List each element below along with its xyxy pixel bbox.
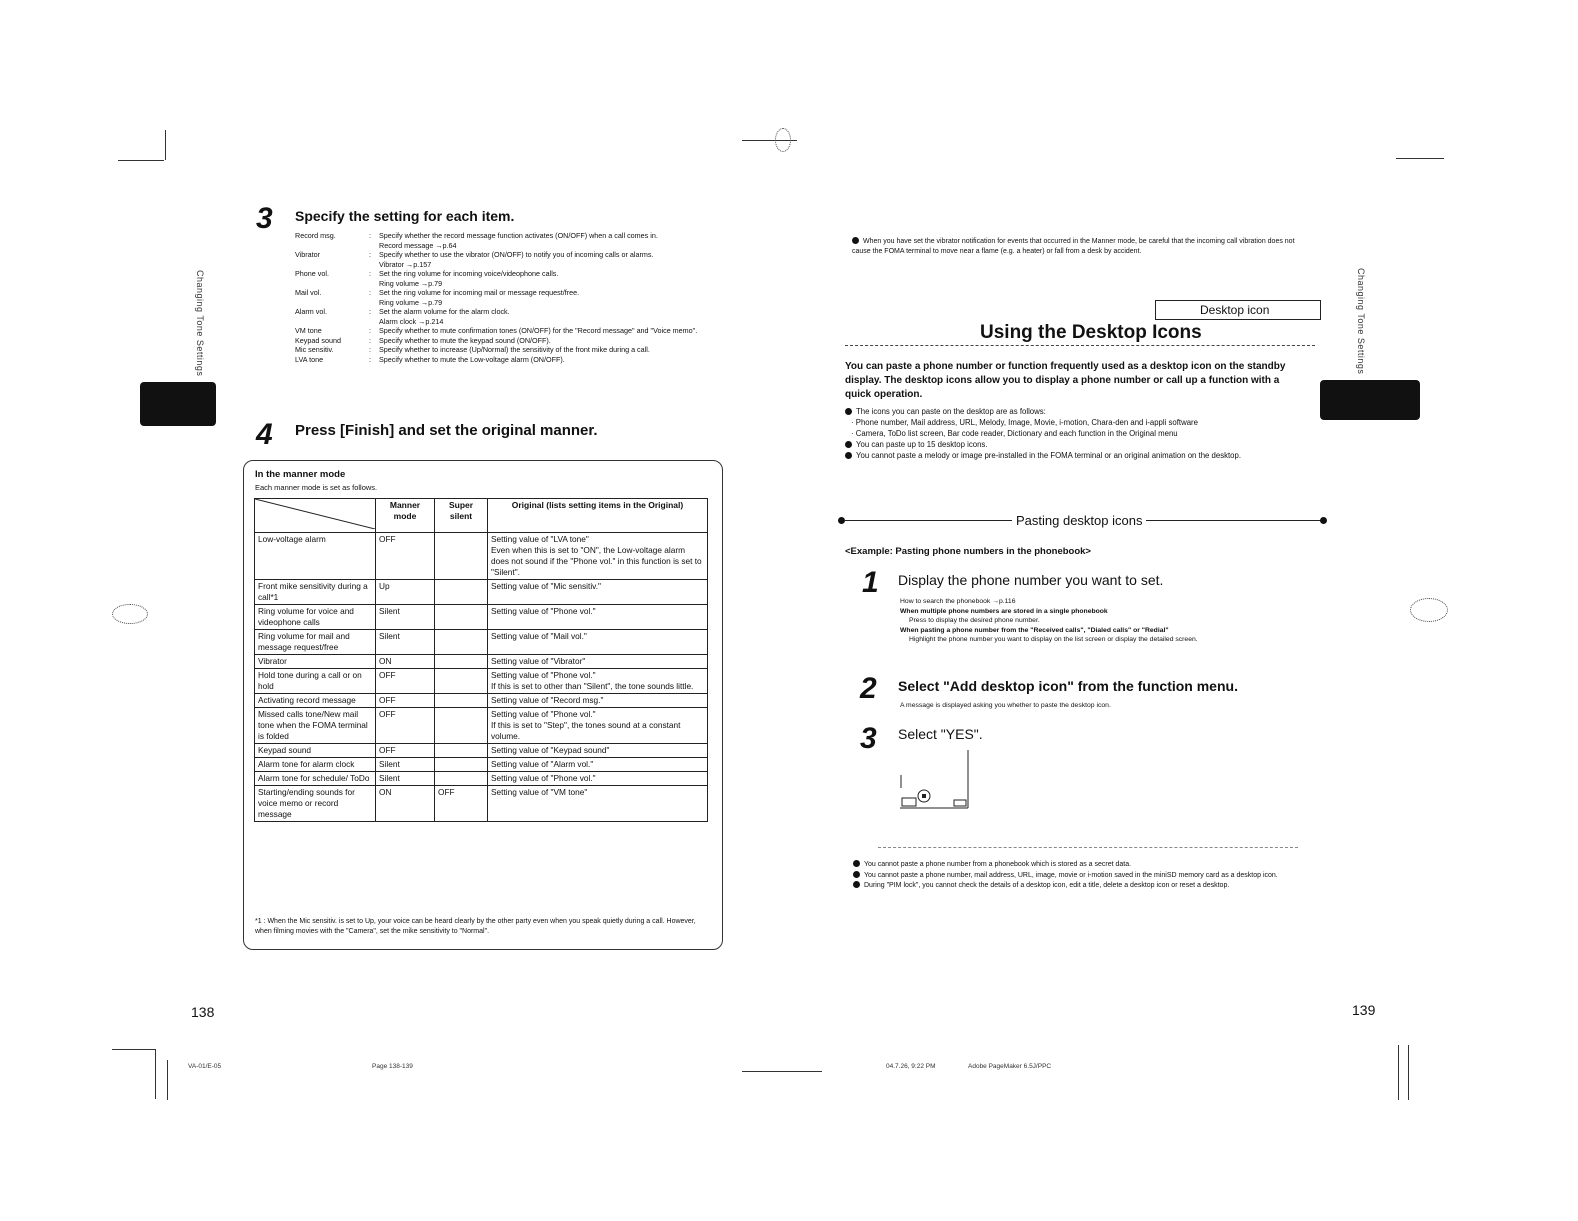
table-row (255, 605, 708, 630)
table-cell (435, 669, 488, 694)
bullet-icon (845, 408, 852, 415)
table-row (255, 772, 708, 786)
bullet-icon (852, 237, 859, 244)
list-item (853, 881, 1313, 892)
table-cell: OFF (376, 669, 435, 694)
table-cell: Setting value of "Vibrator" (488, 655, 708, 669)
table-cell: Setting value of "Mail vol." (488, 630, 708, 655)
list-item (845, 406, 1315, 417)
footer-time: 04.7.26, 9:22 PM (886, 1063, 936, 1070)
table-cell: ON (376, 655, 435, 669)
table-header-row (255, 499, 708, 533)
table-cell: OFF (435, 786, 488, 822)
setting-row: Mic sensitiv. : Specify whether to increase (Up/Normal) the sensitivity of the front mike during a call. (295, 345, 650, 354)
step-number: 4 (256, 418, 273, 451)
step-note: A message is displayed asking you whether to paste the desktop icon. (900, 702, 1111, 709)
step-title: Press [Finish] and set the original manner. (295, 422, 598, 439)
col-header: Manner mode (376, 499, 435, 533)
registration-mark (165, 130, 166, 160)
registration-mark (1408, 1045, 1409, 1100)
col-header: Super silent (435, 499, 488, 533)
bullet-icon (853, 871, 860, 878)
step-title: Select "Add desktop icon" from the function menu. (898, 678, 1238, 694)
table-row (255, 744, 708, 758)
bullet-icon (845, 452, 852, 459)
setting-row: Keypad sound : Specify whether to mute the keypad sound (ON/OFF). (295, 335, 551, 345)
table-cell: Low-voltage alarm (255, 533, 376, 580)
table-cell: Setting value of "VM tone" (488, 786, 708, 822)
table-cell (435, 630, 488, 655)
bullet-icon (1320, 517, 1327, 524)
table-cell: Vibrator (255, 655, 376, 669)
example-label: <Example: Pasting phone numbers in the phonebook> (845, 546, 1091, 557)
table-cell: Setting value of "LVA tone" Even when this is set to "ON", the Low-voltage alarm does not sound if the "Phone vol." in this function is set to "Silent". (488, 533, 708, 580)
table-cell: OFF (376, 694, 435, 708)
step-number: 3 (256, 202, 273, 235)
step-number: 1 (862, 566, 879, 599)
table-cell: Silent (376, 605, 435, 630)
side-tab-label: Changing Tone Settings (1356, 268, 1366, 375)
table-cell: Alarm tone for alarm clock (255, 758, 376, 772)
table-row (255, 694, 708, 708)
manner-table (254, 498, 708, 822)
section-rule (845, 345, 1315, 346)
list-item-text: During "PIM lock", you cannot check the details of a desktop icon, edit a title, delete a desktop icon or reset a desktop. (864, 882, 1230, 889)
list-item-text: You cannot paste a phone number, mail address, URL, image, movie or i-motion saved in the miniSD memory card as a desktop icon. (864, 871, 1278, 879)
list-item-text: You can paste up to 15 desktop icons. (856, 440, 988, 449)
box-subtitle: Each manner mode is set as follows. (255, 483, 378, 492)
col-header: Original (lists setting items in the Original) (488, 499, 708, 533)
registration-mark (118, 160, 164, 161)
setting-row: Vibrator : Specify whether to use the vibrator (ON/OFF) to notify you of incoming calls or alarms. Vibrator →p.157 (295, 250, 654, 269)
table-cell (435, 772, 488, 786)
table-cell: Ring volume for voice and videophone calls (255, 605, 376, 630)
registration-mark (742, 1071, 822, 1072)
table-cell: Alarm tone for schedule/ ToDo (255, 772, 376, 786)
bullet-icon (838, 517, 845, 524)
table-row (255, 655, 708, 669)
table-cell (435, 694, 488, 708)
dash-icon: · (851, 429, 856, 438)
sub-title: Pasting desktop icons (1012, 513, 1146, 528)
registration-mark (1396, 158, 1444, 159)
bullet-icon (853, 881, 860, 888)
step-notes: How to search the phonebook →p.116 When multiple phone numbers are stored in a single phonebook Press to display the desired phone number. When pasting a phone number from the "Received calls", "Dialed calls" or "Redial" Highlight the phone number you want to display on the list screen or display the detailed screen. (900, 598, 1198, 643)
table-cell: Setting value of "Alarm vol." (488, 758, 708, 772)
top-note: When you have set the vibrator notification for events that occurred in the Manner mode, be careful that the incoming call vibration does not cause the FOMA terminal to move near a flame (e.g. a heater) or fall from a desk by accident. (852, 238, 1295, 255)
list-item-text: The icons you can paste on the desktop are as follows: (856, 407, 1046, 416)
list-item (853, 871, 1313, 882)
table-row (255, 630, 708, 655)
table-cell: Hold tone during a call or on hold (255, 669, 376, 694)
list-item (853, 860, 1313, 871)
side-tab (140, 382, 216, 426)
table-cell: Missed calls tone/New mail tone when the FOMA terminal is folded (255, 708, 376, 744)
section-title: Using the Desktop Icons (980, 322, 1202, 343)
step-title: Display the phone number you want to set. (898, 572, 1164, 588)
table-cell (435, 708, 488, 744)
setting-row: Mail vol. : Set the ring volume for incoming mail or message request/free. Ring volume →p.79 (295, 288, 580, 307)
list-item (845, 417, 1315, 428)
table-cell: Silent (376, 758, 435, 772)
bullet-icon (845, 441, 852, 448)
table-cell (435, 580, 488, 605)
table-cell: Silent (376, 772, 435, 786)
footer-code: VA-01/E-05 (188, 1063, 222, 1070)
list-item-text: Phone number, Mail address, URL, Melody, Image, Movie, i-motion, Chara-den and i-appli software (855, 418, 1198, 427)
table-cell: Setting value of "Record msg." (488, 694, 708, 708)
setting-row: Phone vol. : Set the ring volume for incoming voice/videophone calls. Ring volume →p.79 (295, 269, 559, 288)
table-cell: OFF (376, 708, 435, 744)
table-cell (435, 655, 488, 669)
table-cell (435, 758, 488, 772)
side-tab (1320, 380, 1420, 420)
registration-mark (155, 1049, 156, 1099)
bottom-notes (853, 860, 1313, 892)
setting-row: Alarm vol. : Set the alarm volume for the alarm clock. Alarm clock →p.214 (295, 307, 510, 326)
table-cell: Setting value of "Phone vol." (488, 772, 708, 786)
list-item-text: Camera, ToDo list screen, Bar code reader, Dictionary and each function in the Original menu (855, 429, 1178, 438)
table-cell: Setting value of "Keypad sound" (488, 744, 708, 758)
table-cell: Silent (376, 630, 435, 655)
table-cell: Setting value of "Phone vol." (488, 605, 708, 630)
bullet-list (845, 406, 1315, 461)
table-row (255, 786, 708, 822)
table-cell: Keypad sound (255, 744, 376, 758)
list-item (845, 428, 1315, 439)
table-cell (435, 605, 488, 630)
intro-text: You can paste a phone number or function frequently used as a desktop icon on the standby display. The desktop icons allow you to display a phone number or call up a function with a quick operation. (845, 361, 1286, 400)
registration-mark (167, 1060, 168, 1100)
table-cell (435, 744, 488, 758)
list-item-text: You cannot paste a melody or image pre-installed in the FOMA terminal or an original animation on the desktop. (856, 451, 1242, 460)
table-cell: Setting value of "Phone vol." If this is set to "Step", the tones sound at a constant volume. (488, 708, 708, 744)
table-cell: ON (376, 786, 435, 822)
section-tag-label: Desktop icon (1200, 303, 1270, 317)
desktop-screen-icon (900, 750, 972, 810)
table-row (255, 758, 708, 772)
dash-icon: · (851, 418, 856, 427)
step-number: 3 (860, 722, 877, 755)
screen-thumbnail (900, 750, 970, 810)
table-cell: Starting/ending sounds for voice memo or record message (255, 786, 376, 822)
step-title: Specify the setting for each item. (295, 208, 515, 224)
list-item (845, 439, 1315, 450)
registration-mark (112, 604, 148, 624)
table-row (255, 533, 708, 580)
table-row (255, 669, 708, 694)
step-number: 2 (860, 672, 877, 705)
registration-mark (775, 128, 791, 152)
diagonal-header-icon (255, 499, 375, 529)
setting-row: Record msg. : Specify whether the record message function activates (ON/OFF) when a call comes in. Record message →p.64 (295, 231, 658, 250)
setting-row: LVA tone : Specify whether to mute the Low-voltage alarm (ON/OFF). (295, 354, 565, 364)
table-cell: Ring volume for mail and message request/free (255, 630, 376, 655)
bullet-icon (853, 860, 860, 867)
table-cell: Activating record message (255, 694, 376, 708)
notes-rule (878, 847, 1298, 848)
table-cell: Up (376, 580, 435, 605)
table-row (255, 708, 708, 744)
footnote: *1 : When the Mic sensitiv. is set to Up, your voice can be heard clearly by the other party even when you speak quietly during a call. However, when filming movies with the "Camera", set the mike sensitivity to "Normal". (255, 918, 696, 935)
page-number: 139 (1352, 1002, 1376, 1018)
table-cell: OFF (376, 744, 435, 758)
registration-mark (1398, 1045, 1399, 1100)
page-number: 138 (191, 1004, 215, 1020)
table-cell (435, 533, 488, 580)
table-cell: OFF (376, 533, 435, 580)
table-cell: Front mike sensitivity during a call*1 (255, 580, 376, 605)
list-item (845, 450, 1315, 461)
registration-mark (112, 1049, 156, 1050)
setting-row: VM tone : Specify whether to mute confirmation tones (ON/OFF) for the "Record message" and "Voice memo". (295, 326, 698, 335)
list-item-text: You cannot paste a phone number from a phonebook which is stored as a secret data. (864, 861, 1132, 868)
step-title: Select "YES". (898, 726, 983, 742)
table-cell: Setting value of "Phone vol." If this is set to other than "Silent", the tone sounds little. (488, 669, 708, 694)
table-row (255, 580, 708, 605)
footer-app: Adobe PageMaker 6.5J/PPC (968, 1063, 1052, 1070)
settings-list (295, 231, 719, 364)
registration-mark (1410, 598, 1448, 622)
box-title: In the manner mode (255, 469, 346, 480)
table-cell: Setting value of "Mic sensitiv." (488, 580, 708, 605)
side-tab-label: Changing Tone Settings (195, 270, 205, 377)
footer-pages: Page 138-139 (372, 1063, 413, 1070)
